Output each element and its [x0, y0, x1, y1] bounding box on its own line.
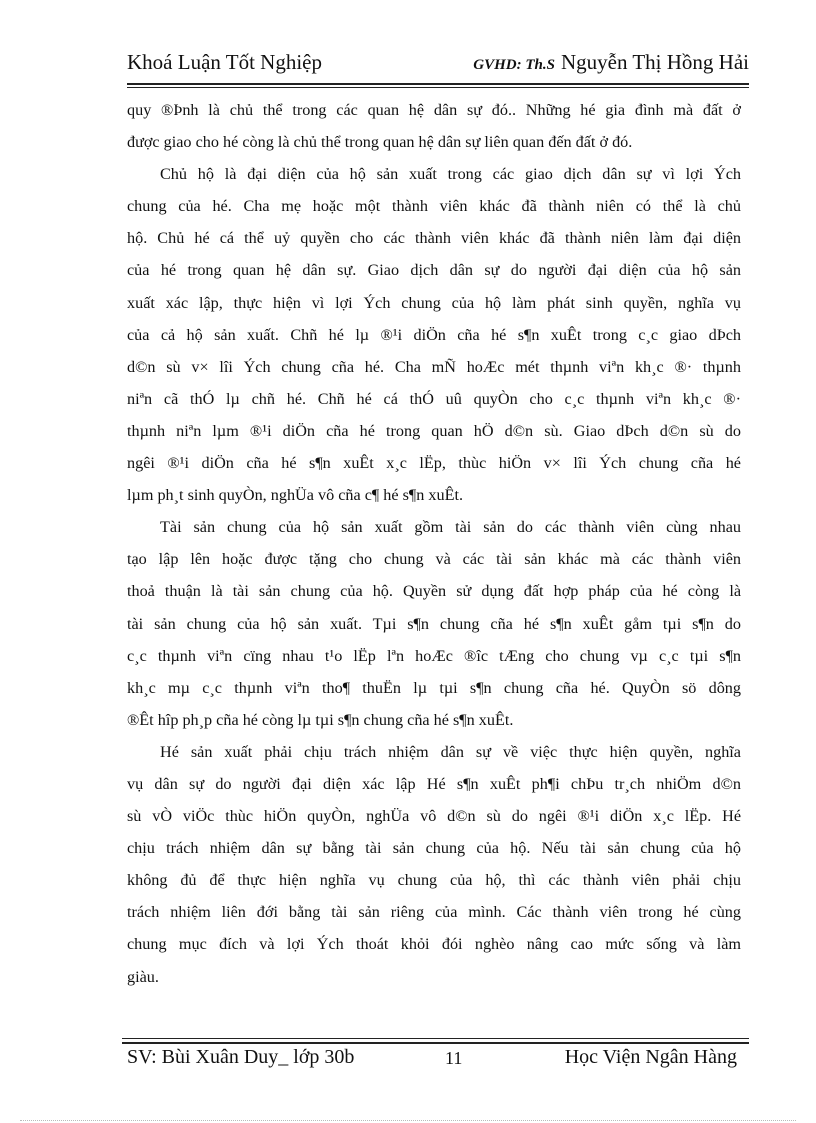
page-header	[127, 50, 749, 80]
header-rule-thin	[127, 87, 749, 88]
text-line: ngêi ®¹i diÖn cña hé s¶n xuÊt x¸c lËp, thùc hiÖn v× lîi Ých chung cña hé	[127, 454, 741, 473]
text-line: tài sản chung của hộ sản xuất. Tµi s¶n chung cña hé s¶n xuÊt gåm tµi s¶n do	[127, 614, 741, 633]
text-line: Tài sản chung của hộ sản xuất gồm tài sản do các thành viên cùng nhau	[160, 518, 741, 537]
text-line: ®Êt hîp ph¸p cña hé còng lµ tµi s¶n chung cña hé s¶n xuÊt.	[127, 710, 514, 729]
text-line: vụ dân sự do người đại diện xác lập Hé s¶n xuÊt ph¶i chÞu tr¸ch nhiÖm d©n	[127, 774, 741, 793]
text-line: quy ®Þnh là chủ thể trong các quan hệ dân sự đó.. Những hé gia đình mà đất ở	[127, 101, 741, 119]
footer-rule	[122, 1042, 749, 1044]
institution: Học Viện Ngân Hàng	[564, 1046, 737, 1068]
text-line: lµm ph¸t sinh quyÒn, nghÜa vô cña c¶ hé s¶n xuÊt.	[127, 486, 464, 505]
text-line: sù vÒ viÖc thùc hiÖn quyÒn, nghÜa vô d©n sù do ngêi ®¹i diÖn x¸c lËp. Hé	[127, 807, 741, 826]
text-line: kh¸c mµ c¸c thµnh viªn tho¶ thuËn lµ tµi s¶n chung cña hé. QuyÒn sö dông	[127, 678, 741, 697]
supervisor-label: GVHD: Th.S	[473, 57, 555, 73]
text-line: chịu trách nhiệm dân sự bằng tài sản chung của hộ. Nếu tài sản chung của hộ	[127, 839, 741, 858]
text-line: thµnh niªn lµm ®¹i diÖn cña hé trong quan hÖ d©n sù. Giao dÞch d©n sù do	[127, 421, 741, 440]
text-line: tạo lập lên hoặc được tặng cho chung và các tài sản khác mà các thành viên	[127, 550, 741, 569]
footer-rule-thin	[122, 1038, 749, 1039]
text-line: của cả hộ sản xuất. Chñ hé lµ ®¹i diÖn cña hé s¶n xuÊt trong c¸c giao dÞch	[127, 325, 741, 344]
text-line: Hé sản xuất phải chịu trách nhiệm dân sự về việc thực hiện quyền, nghĩa	[160, 742, 741, 761]
student-info: SV: Bùi Xuân Duy_ lớp 30b	[127, 1046, 355, 1068]
supervisor-name: Nguyễn Thị Hồng Hải	[560, 50, 749, 74]
header-rule	[127, 83, 749, 85]
text-line: Chủ hộ là đại diện của hộ sản xuất trong các giao dịch dân sự vì lợi Ých	[160, 165, 741, 184]
text-line: của hé trong quan hệ dân sự. Giao dịch dân sự do người đại diện của hộ sản	[127, 261, 741, 280]
text-line: niªn cã thÓ lµ chñ hé. Chñ hé cá thÓ uû quyÒn cho c¸c thµnh viªn kh¸c ®·	[127, 389, 741, 408]
page-edge-divider	[20, 1120, 796, 1121]
text-line: xuất xác lập, thực hiện vì lợi Ých chung của hộ làm phát sinh quyền, nghĩa vụ	[127, 293, 741, 312]
text-line: chung mục đích và lợi Ých thoát khỏi đói nghèo nâng cao mức sống và làm	[127, 935, 741, 954]
text-line: d©n sù v× lîi Ých chung cña hé. Cha mÑ hoÆc mét thµnh viªn kh¸c ®· thµnh	[127, 357, 741, 376]
text-line: chung của hé. Cha mẹ hoặc một thành viên khác đã thành niên có thể là chủ	[127, 197, 741, 216]
text-line: được giao cho hé còng là chủ thể trong quan hệ dân sự liên quan đến đất ở đó.	[127, 133, 633, 152]
text-line: giàu.	[127, 967, 159, 986]
text-line: hộ. Chủ hé cá thể uỷ quyền cho các thành viên khác đã thành niên làm đại diện	[127, 229, 741, 248]
thesis-title: Khoá Luận Tốt Nghiệp	[127, 50, 322, 74]
text-line: thoả thuận là tài sản chung của hộ. Quyền sử dụng đất hợp pháp của hé còng là	[127, 582, 741, 601]
page-footer	[127, 1046, 741, 1076]
text-line: trách nhiệm liên đới bằng tài sản riêng của mình. Các thành viên trong hé cùng	[127, 903, 741, 922]
supervisor	[473, 50, 749, 75]
text-line: c¸c thµnh viªn cïng nhau t¹o lËp lªn hoÆc ®îc tÆng cho chung vµ c¸c tµi s¶n	[127, 646, 741, 665]
text-line: không đủ để thực hiện nghĩa vụ chung của hộ, thì các thành viên phải chịu	[127, 871, 741, 890]
body-text	[127, 94, 741, 993]
page-number: 11	[445, 1048, 463, 1068]
